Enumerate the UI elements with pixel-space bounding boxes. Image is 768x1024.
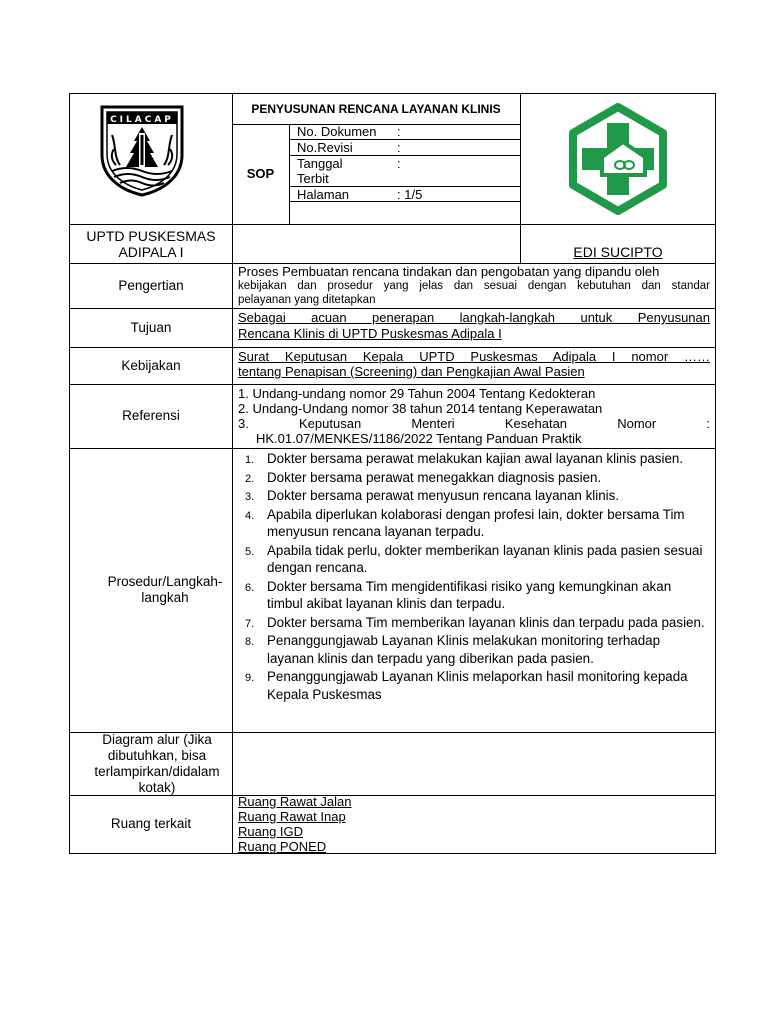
- institution-name: UPTD PUSKESMAS ADIPALA I: [86, 227, 216, 260]
- ruang-item-2: Ruang Rawat Inap: [238, 809, 346, 824]
- referensi-item-3: 3. Keputusan Menteri Kesehatan Nomor :: [238, 416, 710, 431]
- list-item: 4. Apabila diperlukan kolaborasi dengan profesi lain, dokter bersama Tim menyusun rencana layanan terpadu.: [245, 506, 685, 539]
- doc-field-halaman: Halaman : 1/5: [297, 187, 423, 202]
- signatory-name: EDI SUCIPTO: [573, 243, 663, 260]
- ruang-item-1: Ruang Rawat Jalan: [238, 794, 352, 809]
- diagram-label: Diagram alur (Jika dibutuhkan, bisa terlampirkan/didalam kotak): [94, 731, 220, 795]
- referensi-item-3-cont: HK.01.07/MENKES/1186/2022 Tentang Panduan Praktik: [256, 431, 582, 446]
- list-item: 5. Apabila tidak perlu, dokter memberikan layanan klinis pada pasien sesuai dengan rencana.: [245, 542, 703, 575]
- list-item: 7. Dokter bersama Tim memberikan layanan klinis dan terpadu pada pasien.: [245, 614, 705, 630]
- cilacap-regency-emblem-icon: [98, 105, 186, 197]
- referensi-label: Referensi: [122, 408, 180, 423]
- doc-field-revisi: No.Revisi :: [297, 140, 401, 155]
- sop-document-table: [69, 93, 716, 854]
- sop-label: SOP: [246, 165, 275, 181]
- doc-field-tanggal: Tanggal :: [297, 156, 401, 171]
- pengertian-line-2: kebijakan dan prosedur yang jelas dan sesuai dengan kebutuhan dan standar: [238, 280, 710, 292]
- list-item: 6. Dokter bersama Tim mengidentifikasi risiko yang kemungkinan akan timbul akibat layanan klinis dan terpadu.: [245, 578, 672, 611]
- referensi-item-2: 2. Undang-Undang nomor 38 tahun 2014 tentang Keperawatan: [238, 401, 603, 416]
- referensi-item-1: 1. Undang-undang nomor 29 Tahun 2004 Tentang Kedokteran: [238, 386, 596, 401]
- doc-field-terbit: Terbit: [297, 171, 329, 186]
- kebijakan-line-1: Surat Keputusan Kepala UPTD Puskesmas Adipala I nomor ……: [238, 349, 710, 364]
- emblem-lettering: CILACAP: [110, 115, 174, 125]
- list-item: 3. Dokter bersama perawat menyusun rencana layanan klinis.: [245, 488, 620, 503]
- puskesmas-logo-icon: [567, 103, 669, 215]
- tujuan-label: Tujuan: [130, 319, 172, 335]
- ruang-item-3: Ruang IGD: [238, 824, 304, 839]
- ruang-terkait-label: Ruang terkait: [110, 816, 192, 831]
- tujuan-line-1: Sebagai acuan penerapan langkah-langkah untuk Penyusunan: [238, 310, 710, 325]
- prosedur-label: Prosedur/Langkah-langkah: [107, 574, 223, 605]
- pengertian-line-3: pelayanan yang ditetapkan: [238, 294, 376, 306]
- list-item: 9. Penanggungjawab Layanan Klinis melaporkan hasil monitoring kepada Kepala Puskesmas: [245, 669, 688, 702]
- prosedur-steps: [238, 450, 710, 704]
- doc-field-dokumen: No. Dokumen :: [297, 124, 401, 139]
- list-item: 8. Penanggungjawab Layanan Klinis melakukan monitoring terhadap layanan klinis dan terpadu yang diberikan pada pasien.: [245, 633, 661, 666]
- tujuan-line-2: Rencana Klinis di UPTD Puskesmas Adipala I: [238, 326, 502, 341]
- list-item: 1. Dokter bersama perawat melakukan kajian awal layanan klinis pasien.: [245, 451, 684, 466]
- list-item: 2. Dokter bersama perawat menegakkan diagnosis pasien.: [245, 469, 602, 485]
- kebijakan-label: Kebijakan: [121, 357, 181, 373]
- ruang-item-4: Ruang PONED: [238, 839, 327, 854]
- document-title: PENYUSUNAN RENCANA LAYANAN KLINIS: [251, 102, 501, 116]
- kebijakan-line-2: tentang Penapisan (Screening) dan Pengkajian Awal Pasien: [238, 364, 585, 379]
- pengertian-line-1: Proses Pembuatan rencana tindakan dan pengobatan yang dipandu oleh: [238, 264, 660, 279]
- pengertian-label: Pengertian: [118, 277, 184, 293]
